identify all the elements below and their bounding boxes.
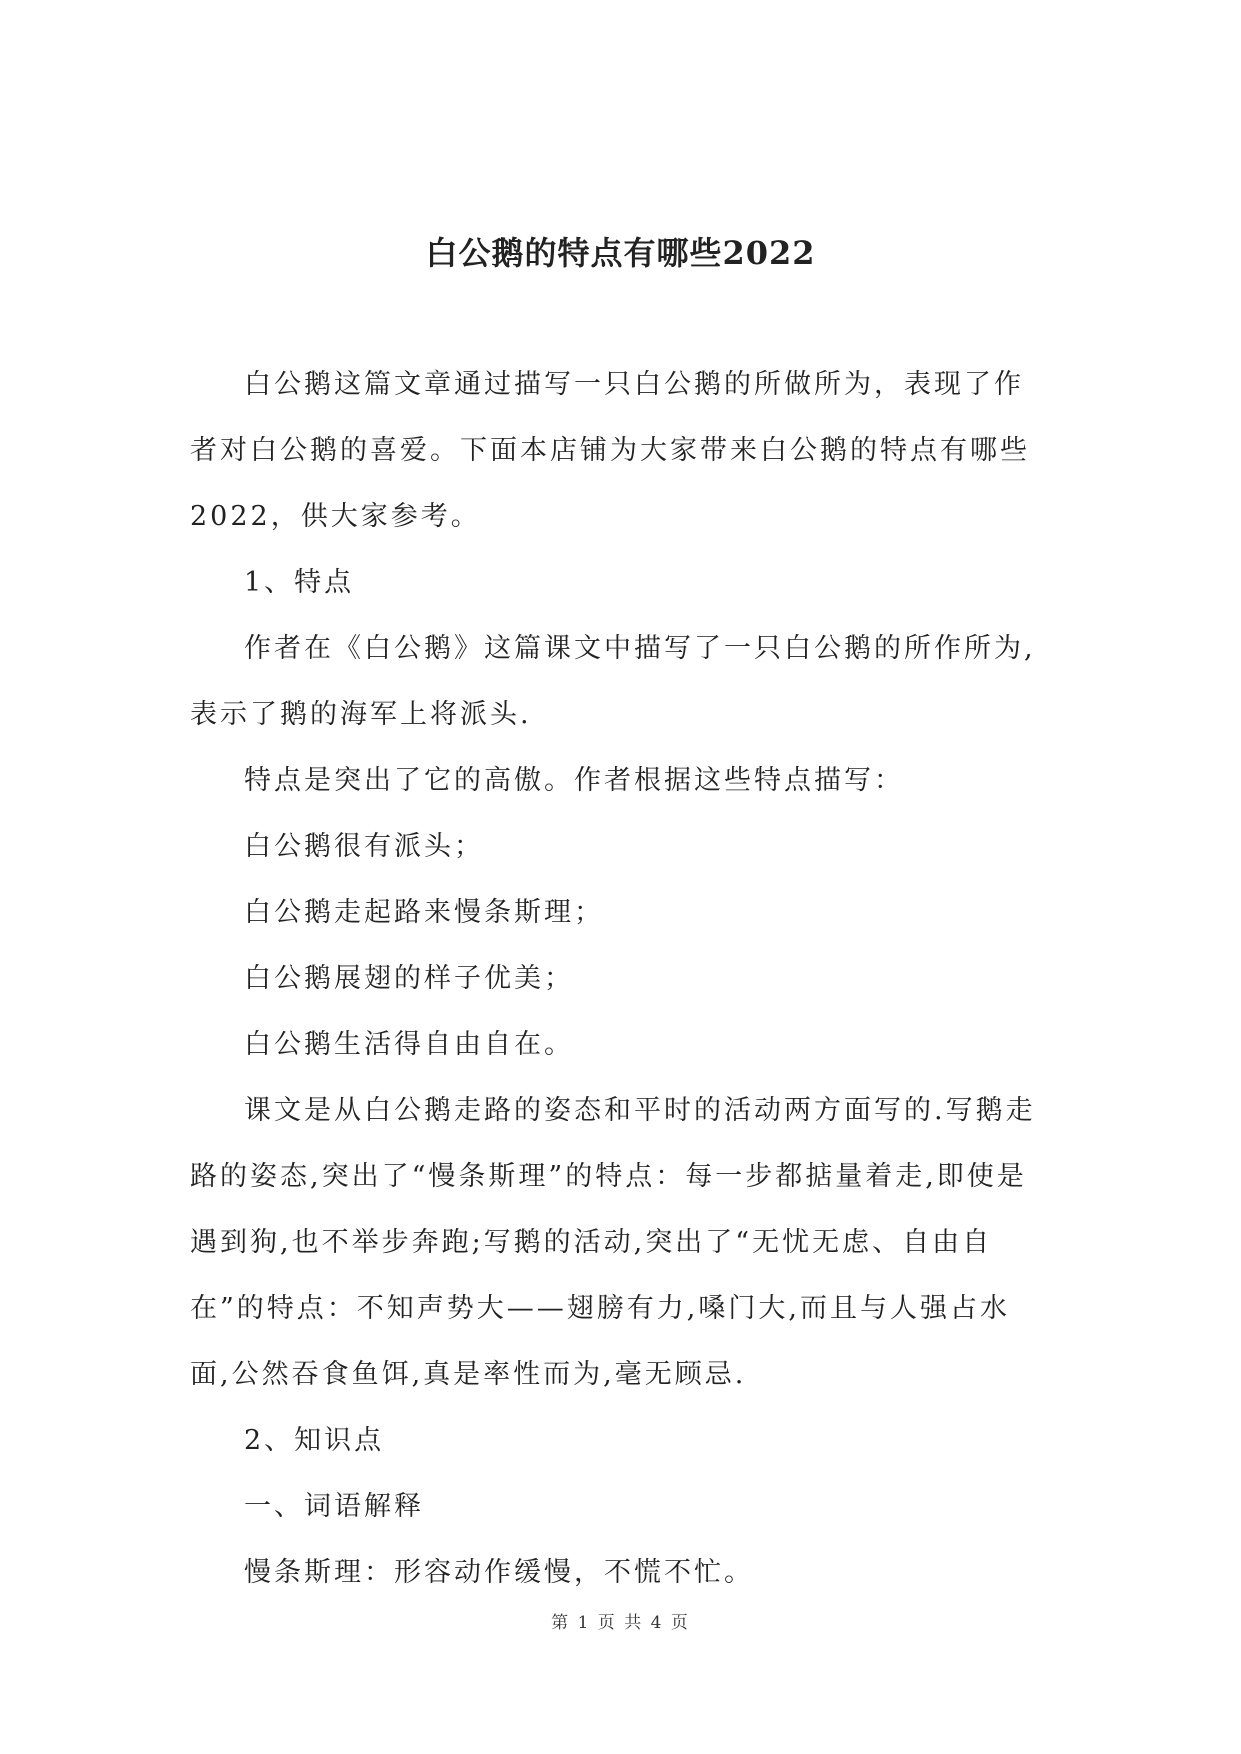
document-body xyxy=(190,352,1050,1606)
subsection-heading-vocabulary: 一、词语解释 xyxy=(244,1491,424,1522)
section-heading-knowledge: 2、知识点 xyxy=(244,1425,385,1456)
document-title: 白公鹅的特点有哪些2022 xyxy=(425,234,816,272)
list-item-feature: 白公鹅走起路来慢条斯理； xyxy=(244,897,604,928)
list-item-feature: 白公鹅很有派头； xyxy=(244,831,484,862)
list-item-feature: 白公鹅展翅的样子优美； xyxy=(244,963,574,994)
vocabulary-definition: 慢条斯理：形容动作缓慢，不慌不忙。 xyxy=(244,1557,754,1588)
section-heading-features: 1、特点 xyxy=(244,567,355,598)
paragraph-features-summary: 特点是突出了它的高傲。作者根据这些特点描写： xyxy=(244,765,904,796)
paragraph-intro: 白公鹅这篇文章通过描写一只白公鹅的所做所为，表现了作者对白公鹅的喜爱。下面本店铺为大家带来白公鹅的特点有哪些2022，供大家参考。 xyxy=(190,369,1030,532)
list-item-feature: 白公鹅生活得自由自在。 xyxy=(244,1029,574,1060)
paragraph-text-analysis: 课文是从白公鹅走路的姿态和平时的活动两方面写的.写鹅走路的姿态,突出了“慢条斯理”的特点：每一步都掂量着走,即使是遇到狗,也不举步奔跑;写鹅的活动,突出了“无忧无虑、自由自在”的特点：不知声势大——翅膀有力,嗓门大,而且与人强占水面,公然吞食鱼饵,真是率性而为,毫无顾忌. xyxy=(190,1095,1036,1390)
paragraph-features-description: 作者在《白公鹅》这篇课文中描写了一只白公鹅的所作所为,表示了鹅的海军上将派头. xyxy=(190,633,1036,730)
page-number-footer: 第 1 页 共 4 页 xyxy=(551,1613,690,1633)
